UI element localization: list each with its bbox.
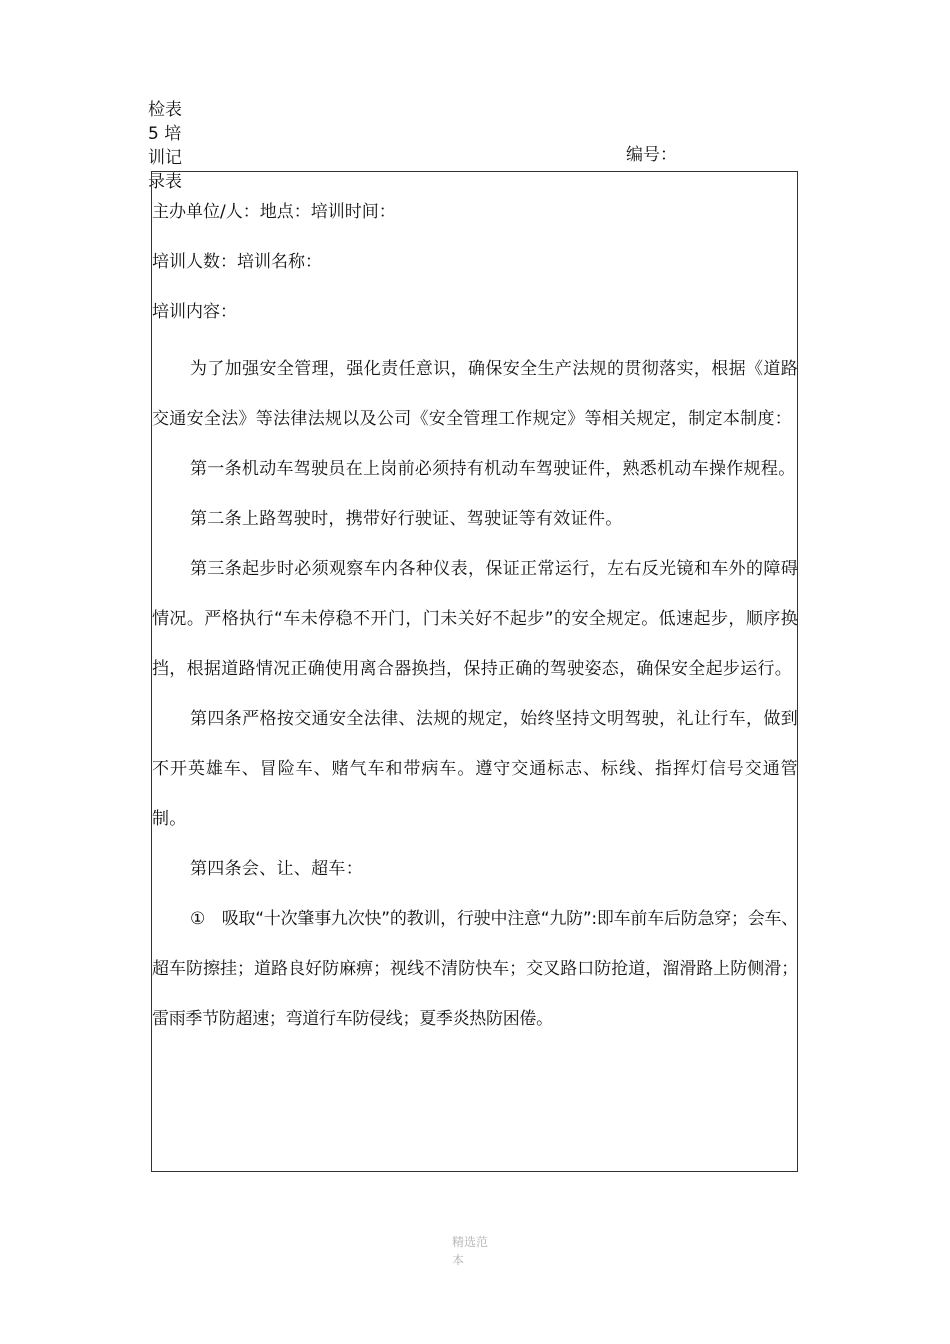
content-paragraph: 为了加强安全管理，强化责任意识，确保安全生产法规的贯彻落实，根据《道路交通安全法》等法律法规以及公司《安全管理工作规定》等相关规定，制定本制度： — [152, 359, 798, 429]
content-paragraph: 第二条上路驾驶时，携带好行驶证、驾驶证等有效证件。 — [190, 509, 623, 529]
content-paragraph: ① 吸取“十次肇事九次快”的教训，行驶中注意“九防”:即车前车后防急穿；会车、超车防擦挂；道路良好防麻痹；视线不清防快车；交叉路口防抢道，溜滑路上防侧滑；雷雨季节防超速；弯道行车防侵线；夏季炎热防困倦。 — [152, 909, 798, 1029]
training-record-form — [151, 171, 798, 1172]
organizer-location-time-row: 主办单位/人：地点：培训时间： — [152, 202, 396, 222]
training-content-body — [152, 344, 798, 1044]
form-title-line: 检表 — [148, 100, 182, 120]
content-paragraph: 第四条会、让、超车： — [190, 859, 363, 879]
serial-number-label: 编号： — [626, 145, 677, 165]
form-title-line: 录表 — [148, 172, 182, 192]
form-title-line: 5 培 — [148, 124, 182, 144]
content-paragraph: 第一条机动车驾驶员在上岗前必须持有机动车驾驶证件，熟悉机动车操作规程。 — [190, 459, 796, 479]
form-title-line: 训记 — [148, 148, 182, 168]
content-paragraph: 第三条起步时必须观察车内各种仪表，保证正常运行，左右反光镜和车外的障碍情况。严格执行“车未停稳不开门，门未关好不起步”的安全规定。低速起步，顺序换挡，根据道路情况正确使用离合器换挡，保持正确的驾驶姿态，确保安全起步运行。 — [152, 559, 798, 679]
attendees-course-row: 培训人数：培训名称： — [152, 252, 322, 272]
footer-watermark: 精选范本 — [452, 1235, 489, 1267]
content-paragraph: 第四条严格按交通安全法律、法规的规定，始终坚持文明驾驶，礼让行车，做到不开英雄车、冒险车、赌气车和带病车。遵守交通标志、标线、指挥灯信号交通管制。 — [152, 709, 798, 829]
training-content-label: 培训内容： — [152, 302, 237, 322]
